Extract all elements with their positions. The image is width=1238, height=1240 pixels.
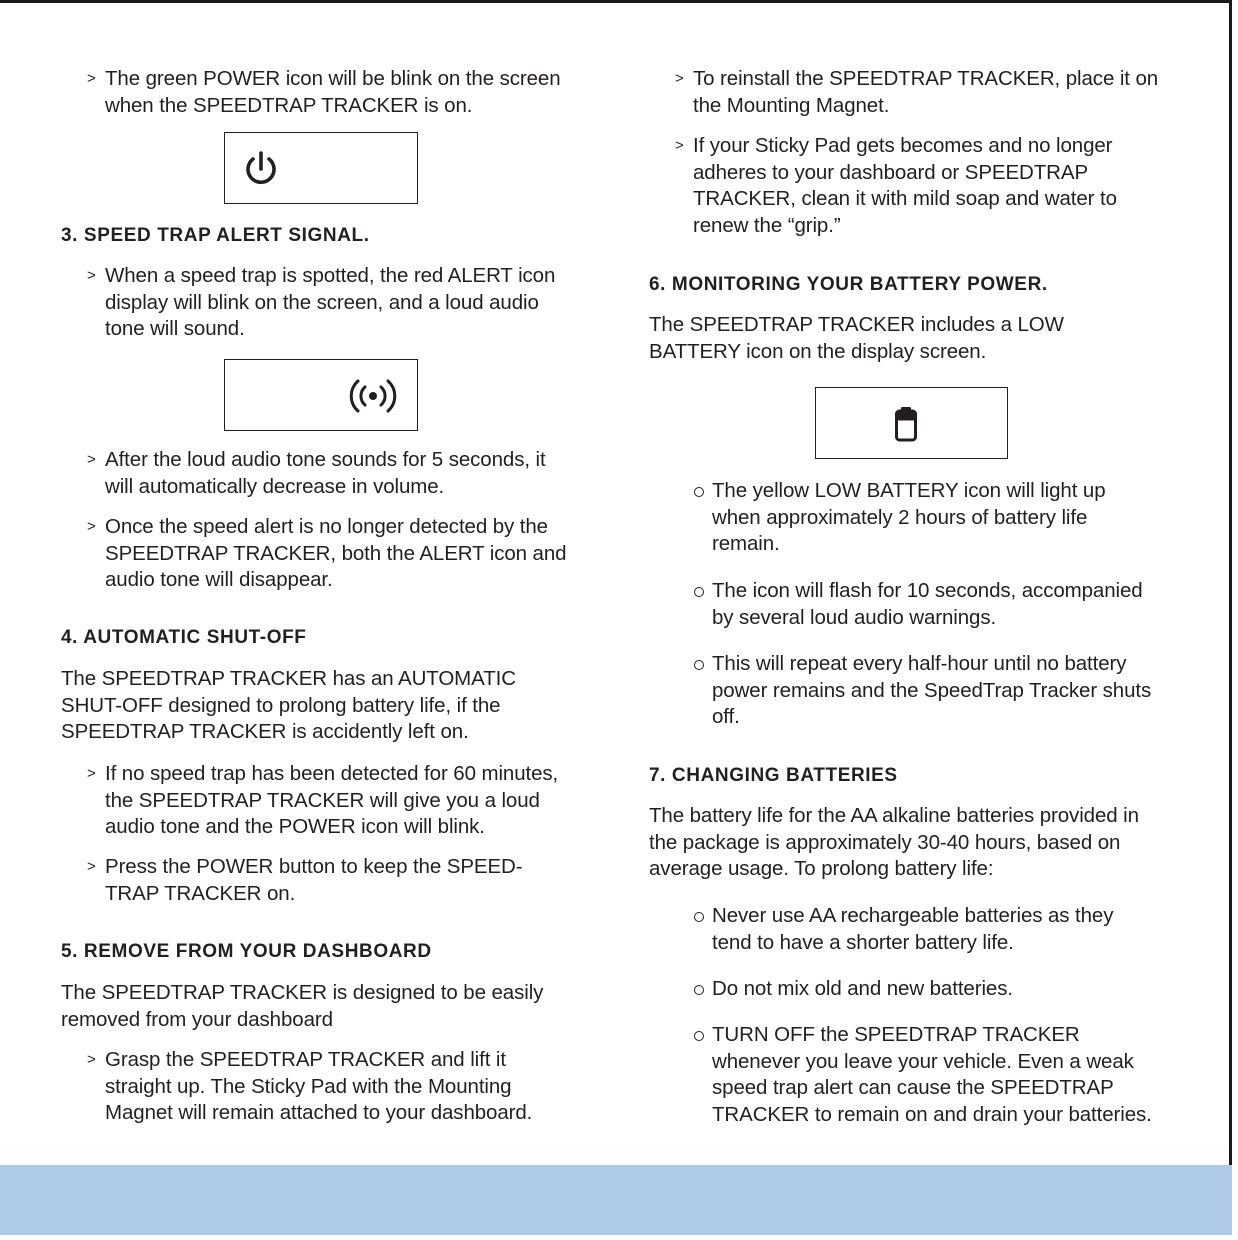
arrow-bullet-icon: > — [675, 137, 684, 154]
alert-icon-display — [224, 359, 418, 431]
tone-bullet-text: After the loud audio tone sounds for 5 seconds, it will automatically decrease in volume. — [105, 448, 546, 498]
never-bullet-text: Never use AA rechargeable batteries as they tend to have a shorter battery life. — [712, 904, 1114, 954]
disappear-bullet-text: Once the speed alert is no longer detected by the SPEEDTRAP TRACKER, both the ALERT icon and audio tone will disappear. — [105, 515, 567, 591]
battery-icon-display — [815, 387, 1008, 459]
alert-bullet-text: When a speed trap is spotted, the red ALERT icon display will blink on the screen, and a loud audio tone will sound. — [105, 264, 556, 340]
alert-signal-icon — [346, 376, 400, 416]
section-7-paragraph: The battery life for the AA alkaline batteries provided in the package is approximately 30-40 hours, based on average usage. To prolong battery life: — [649, 804, 1139, 880]
arrow-bullet-icon: > — [87, 858, 96, 875]
section-6-heading: 6. MONITORING YOUR BATTERY POWER. — [649, 274, 1048, 295]
yellow-bullet-text: The yellow LOW BATTERY icon will light up when approximately 2 hours of battery life remain. — [712, 479, 1106, 555]
arrow-bullet-icon: > — [87, 518, 96, 535]
section-4-paragraph: The SPEEDTRAP TRACKER has an AUTOMATIC SHUT-OFF designed to prolong battery life, if the SPEEDTRAP TRACKER is accidently left on. — [61, 667, 516, 743]
arrow-bullet-icon: > — [87, 451, 96, 468]
section-3-heading: 3. SPEED TRAP ALERT SIGNAL. — [61, 225, 370, 246]
circle-bullet-icon — [694, 660, 704, 670]
flash-bullet-text: The icon will flash for 10 seconds, accompanied by several loud audio warnings. — [712, 579, 1143, 629]
circle-bullet-icon — [694, 912, 704, 922]
power-icon-display — [224, 132, 418, 204]
circle-bullet-icon — [694, 587, 704, 597]
arrow-bullet-icon: > — [87, 765, 96, 782]
circle-bullet-icon — [694, 985, 704, 995]
grasp-bullet-text: Grasp the SPEEDTRAP TRACKER and lift it straight up. The Sticky Pad with the Mounting Magnet will remain attached to your dashboard. — [105, 1048, 533, 1124]
section-4-heading: 4. AUTOMATIC SHUT-OFF — [61, 627, 307, 648]
footer-band — [0, 1165, 1232, 1235]
arrow-bullet-icon: > — [87, 267, 96, 284]
sticky-bullet-text: If your Sticky Pad gets becomes and no longer adheres to your dashboard or SPEEDTRAP TRACKER, clean it with mild soap and water to renew the “grip.” — [693, 134, 1117, 237]
power-bullet-text: The green POWER icon will be blink on the screen when the SPEEDTRAP TRACKER is on. — [105, 67, 561, 117]
arrow-bullet-icon: > — [87, 70, 96, 87]
repeat-bullet-text: This will repeat every half-hour until no battery power remains and the SpeedTrap Tracker shuts off. — [712, 652, 1152, 728]
circle-bullet-icon — [694, 1031, 704, 1041]
mix-bullet-text: Do not mix old and new batteries. — [712, 977, 1013, 1000]
section-7-heading: 7. CHANGING BATTERIES — [649, 765, 898, 786]
power-icon — [241, 148, 281, 188]
arrow-bullet-icon: > — [675, 70, 684, 87]
circle-bullet-icon — [694, 487, 704, 497]
shutoff-bullet-text: If no speed trap has been detected for 60 minutes, the SPEEDTRAP TRACKER will give you a loud audio tone and the POWER icon will blink. — [105, 762, 559, 838]
press-bullet-text: Press the POWER button to keep the SPEED- TRAP TRACKER on. — [105, 855, 523, 905]
section-5-paragraph: The SPEEDTRAP TRACKER is designed to be easily removed from your dashboard — [61, 981, 544, 1031]
section-6-paragraph: The SPEEDTRAP TRACKER includes a LOW BATTERY icon on the display screen. — [649, 313, 1064, 363]
reinstall-bullet-text: To reinstall the SPEEDTRAP TRACKER, place it on the Mounting Magnet. — [693, 67, 1159, 117]
arrow-bullet-icon: > — [87, 1051, 96, 1068]
low-battery-icon — [894, 405, 918, 443]
turnoff-bullet-text: TURN OFF the SPEEDTRAP TRACKER whenever you leave your vehicle. Even a weak speed trap alert can cause the SPEEDTRAP TRACKER to remain on and drain your batteries. — [712, 1023, 1152, 1126]
section-5-heading: 5. REMOVE FROM YOUR DASHBOARD — [61, 941, 432, 962]
